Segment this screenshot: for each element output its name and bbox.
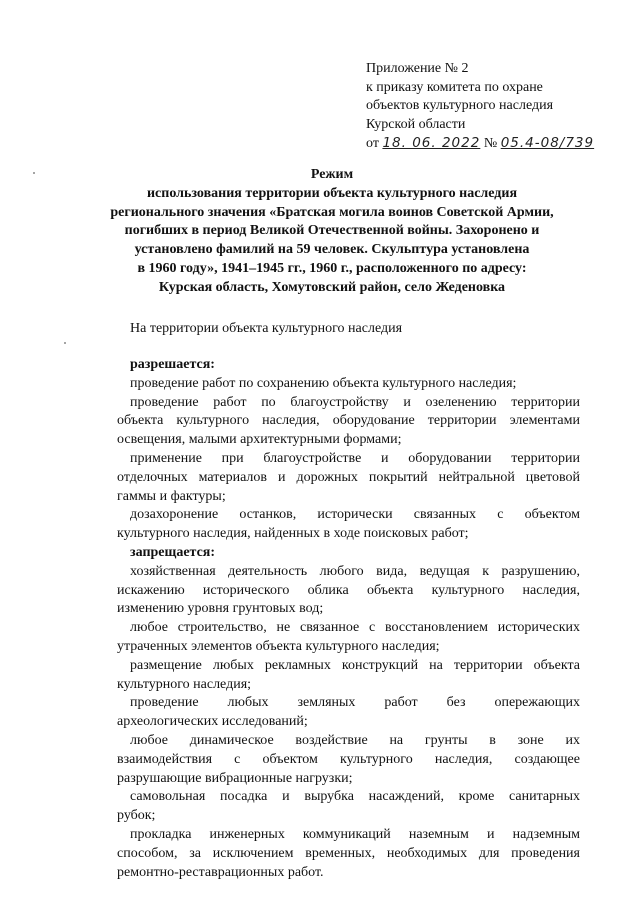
title-line: Режим	[310, 167, 354, 182]
allowed-item	[117, 375, 580, 394]
forbidden-item	[117, 657, 580, 695]
title-line: в 1960 году», 1941–1945 гг., 1960 г., расположенного по адресу:	[137, 260, 527, 276]
forbidden-item	[117, 732, 580, 788]
forbidden-item-line: разрушающие вибрационные нагрузки;	[117, 770, 353, 786]
document-title	[84, 166, 580, 298]
forbidden-item	[117, 563, 580, 619]
allowed-item-line: освещения, малыми архитектурными формами;	[117, 432, 402, 448]
title-line: регионального значения «Братская могила воинов Советской Армии,	[110, 204, 554, 220]
allowed-item	[117, 394, 580, 450]
forbidden-item-line: изменению уровня грунтовых вод;	[117, 601, 324, 617]
number-label: №	[483, 136, 498, 151]
allowed-item-line: объекта культурного наследия, оборудование территории элементами	[117, 413, 580, 429]
allowed-item-line: гаммы и фактуры;	[117, 488, 226, 504]
scan-speck	[64, 342, 66, 344]
forbidden-item-line: любое строительство, не связанное с восстановлением исторических	[130, 620, 580, 636]
forbidden-item	[117, 619, 580, 657]
allowed-item-line: проведение работ по благоустройству и озеленению территории	[130, 394, 580, 410]
allowed-item-line: отделочных материалов и дорожных покрытий нейтральной цветовой	[117, 469, 580, 485]
title-line: Курская область, Хомутовский район, село Жеденовка	[158, 279, 506, 295]
appendix-header	[366, 60, 626, 154]
handwritten-date: 18. 06. 2022	[382, 135, 481, 151]
allowed-item-line: проведение работ по сохранению объекта культурного наследия;	[130, 375, 517, 391]
forbidden-item-line: проведение любых земляных работ без опережающих	[130, 695, 580, 711]
forbidden-item-line: утраченных элементов объекта культурного наследия;	[117, 638, 440, 654]
allowed-item-line: культурного наследия, найденных в ходе поисковых работ;	[117, 526, 469, 542]
forbidden-item-line: размещение любых рекламных конструкций на территории объекта	[130, 657, 580, 673]
forbidden-item-line: прокладка инженерных коммуникаций наземным и надземным	[130, 826, 580, 842]
forbidden-label: запрещается:	[130, 544, 216, 560]
allowed-item	[117, 450, 580, 506]
forbidden-item-line: ремонтно-реставрационных работ.	[117, 864, 324, 880]
forbidden-item-line: любое динамическое воздействие на грунты в зоне их	[130, 732, 580, 748]
forbidden-item-line: рубок;	[117, 808, 156, 824]
allowed-item-line: дозахоронение останков, исторически связанных с объектом	[130, 507, 580, 523]
forbidden-item-line: самовольная посадка и вырубка насаждений, кроме санитарных	[130, 789, 580, 805]
appendix-line: Курской области	[366, 116, 466, 132]
scan-speck	[33, 172, 35, 174]
title-line: погибших в период Великой Отечественной войны. Захоронено и	[124, 223, 540, 239]
forbidden-item-line: археологических исследований;	[117, 714, 308, 730]
forbidden-item-line: искажению исторического облика объекта культурного наследия,	[117, 582, 580, 598]
allowed-item-line: применение при благоустройстве и оборудовании территории	[130, 450, 580, 466]
forbidden-item	[117, 788, 580, 826]
forbidden-item	[117, 826, 580, 882]
appendix-line: Приложение № 2	[366, 61, 469, 76]
rules-list	[117, 356, 580, 882]
allowed-item	[117, 506, 580, 544]
allowed-label: разрешается:	[130, 357, 215, 372]
appendix-date-line	[366, 134, 626, 154]
forbidden-item-line: взаимодействия с объектом культурного наследия, создающее	[117, 751, 580, 767]
title-line: установлено фамилий на 59 человек. Скульптура установлена	[134, 242, 530, 258]
forbidden-item	[117, 694, 580, 732]
handwritten-number: 05.4-08/739	[500, 135, 595, 151]
appendix-line: объектов культурного наследия	[366, 98, 554, 113]
intro-text: На территории объекта культурного наследия	[130, 321, 403, 336]
forbidden-item-line: хозяйственная деятельность любого вида, ведущая к разрушению,	[130, 563, 580, 579]
date-prefix: от	[366, 136, 379, 151]
title-line: использования территории объекта культурного наследия	[146, 185, 518, 201]
forbidden-item-line: способом, за исключением временных, необходимых для проведения	[117, 845, 580, 861]
appendix-line: к приказу комитета по охране	[366, 79, 543, 95]
forbidden-item-line: культурного наследия;	[117, 676, 252, 692]
